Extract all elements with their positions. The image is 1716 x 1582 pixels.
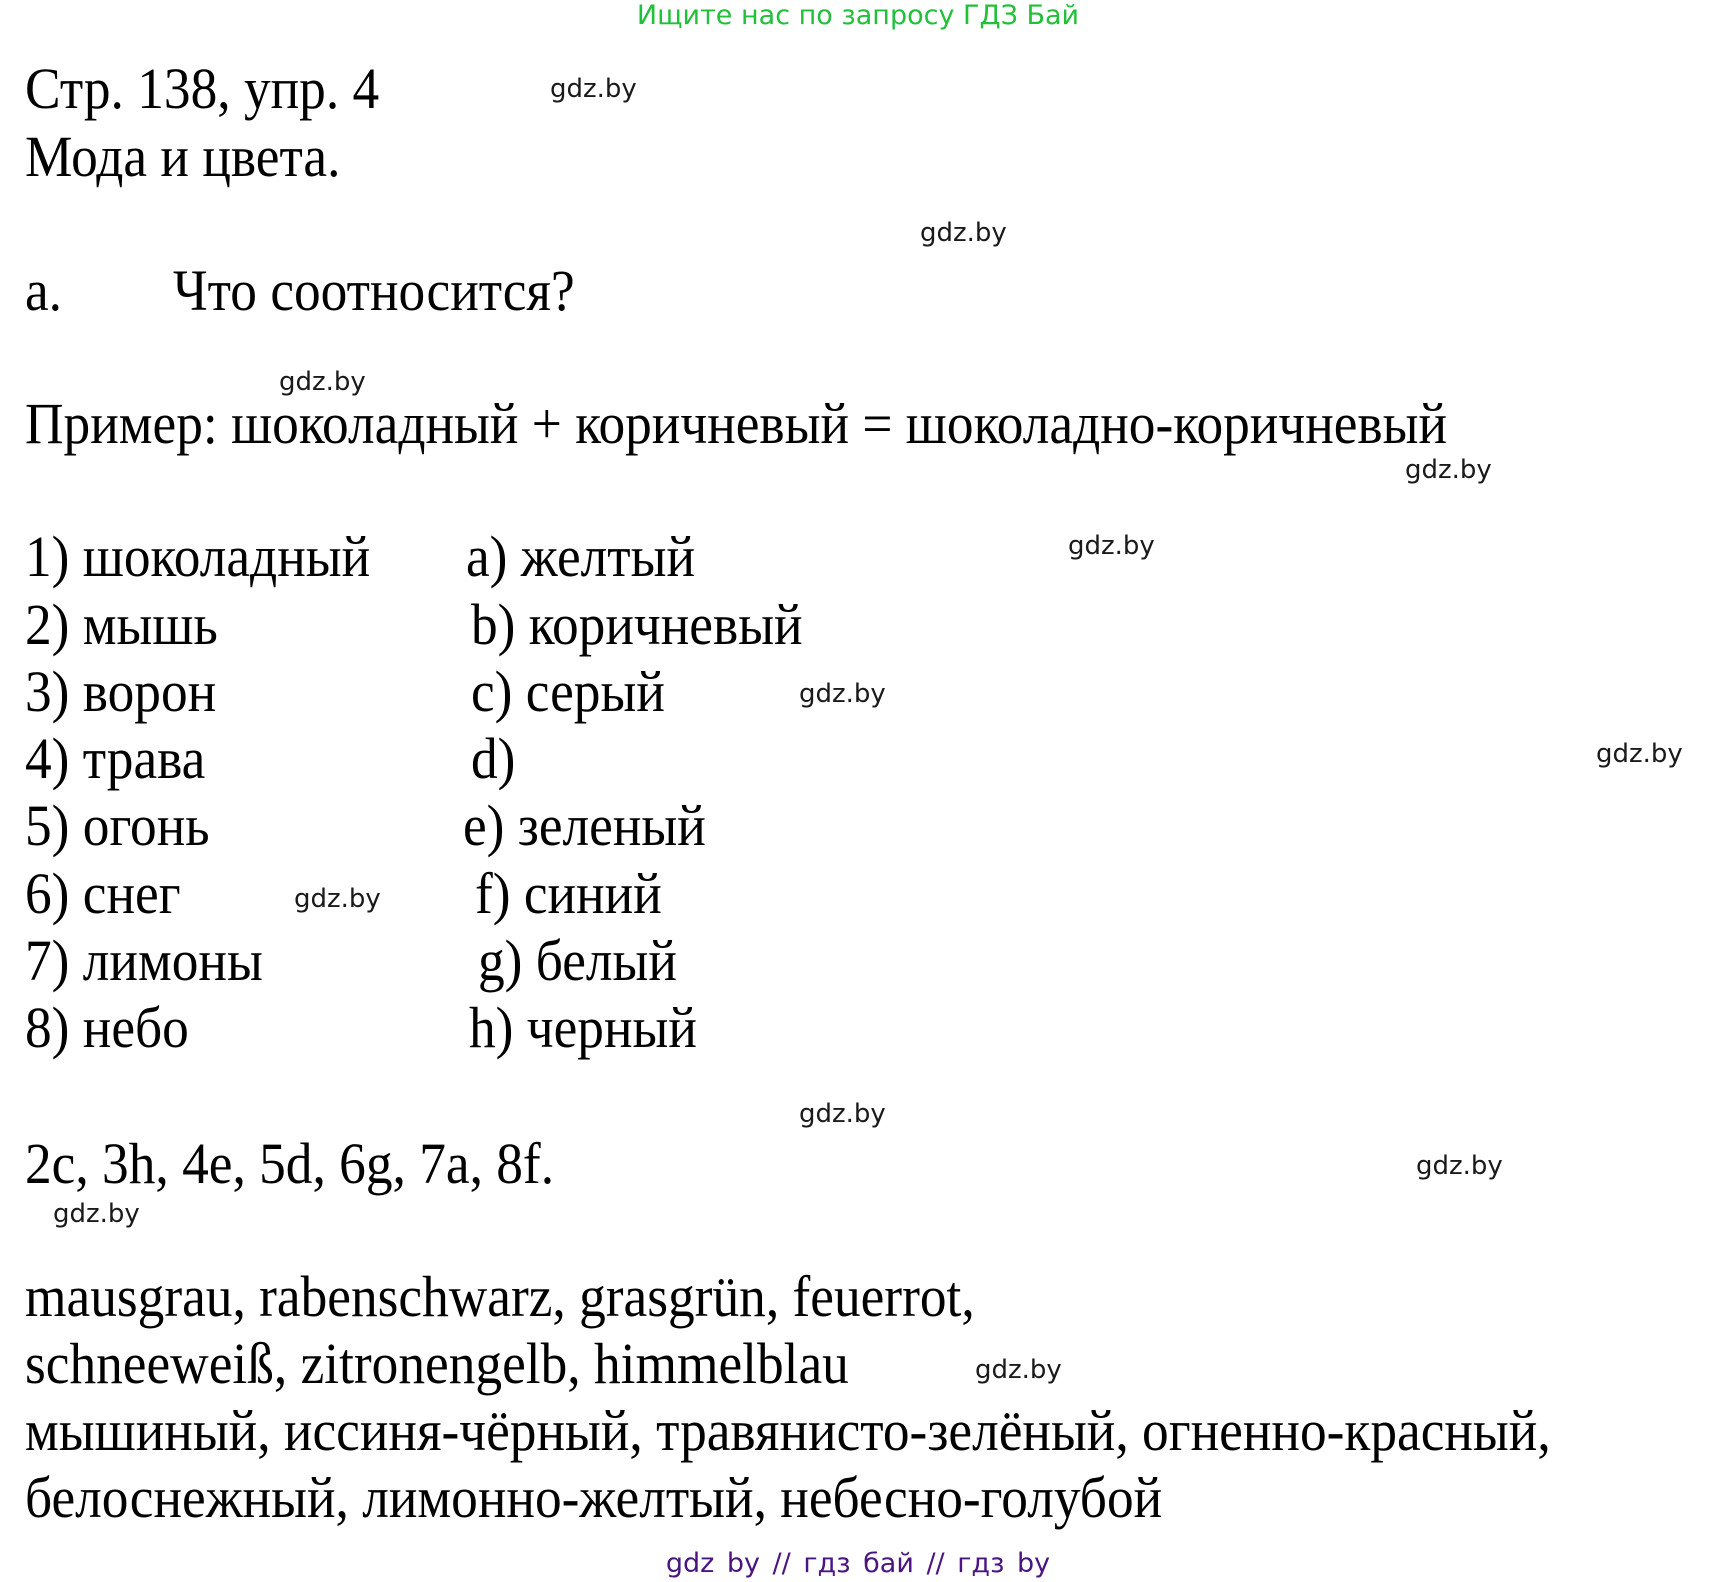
example-line: Пример: шоколадный + коричневый = шоколадно-коричневый (25, 391, 1448, 456)
left-item: 4) трава (25, 726, 206, 791)
section-label: а. (25, 258, 63, 323)
footer-watermark: gdz by // гдз бай // гдз by (665, 1548, 1051, 1579)
left-item: 1) шоколадный (25, 524, 371, 589)
left-item: 6) снег (25, 861, 181, 926)
german-words-line: schneeweiß, zitronengelb, himmelblau (25, 1331, 849, 1396)
search-banner: Ищите нас по запросу ГДЗ Бай (636, 0, 1080, 31)
watermark: gdz.by (799, 679, 886, 709)
right-item: c) серый (471, 659, 665, 724)
left-item: 2) мышь (25, 592, 218, 657)
watermark: gdz.by (550, 74, 637, 104)
watermark: gdz.by (53, 1199, 140, 1229)
right-item: d) (471, 726, 516, 791)
left-item: 5) огонь (25, 793, 210, 858)
right-item: g) белый (478, 928, 677, 993)
watermark: gdz.by (1405, 455, 1492, 485)
left-item: 8) небо (25, 995, 189, 1060)
watermark: gdz.by (279, 367, 366, 397)
right-item: a) желтый (466, 524, 696, 589)
watermark: gdz.by (1596, 739, 1683, 769)
page-subtitle: Мода и цвета. (25, 124, 341, 189)
right-item: b) коричневый (471, 592, 803, 657)
answer-line: 2c, 3h, 4e, 5d, 6g, 7a, 8f. (25, 1131, 555, 1196)
right-item: e) зеленый (463, 793, 706, 858)
watermark: gdz.by (1416, 1151, 1503, 1181)
watermark: gdz.by (920, 218, 1007, 248)
russian-translation-line: белоснежный, лимонно-желтый, небесно-голубой (25, 1465, 1163, 1530)
page-title: Стр. 138, упр. 4 (25, 56, 380, 121)
watermark: gdz.by (294, 884, 381, 914)
watermark: gdz.by (975, 1355, 1062, 1385)
german-words-line: mausgrau, rabenschwarz, grasgrün, feuerrot, (25, 1264, 975, 1329)
russian-translation-line: мышиный, иссиня-чёрный, травянисто-зелёный, огненно-красный, (25, 1398, 1551, 1463)
left-item: 3) ворон (25, 659, 217, 724)
right-item: h) черный (469, 995, 697, 1060)
watermark: gdz.by (1068, 531, 1155, 561)
section-question: Что соотносится? (173, 258, 575, 323)
watermark: gdz.by (799, 1099, 886, 1129)
right-item: f) синий (475, 861, 662, 926)
left-item: 7) лимоны (25, 928, 263, 993)
